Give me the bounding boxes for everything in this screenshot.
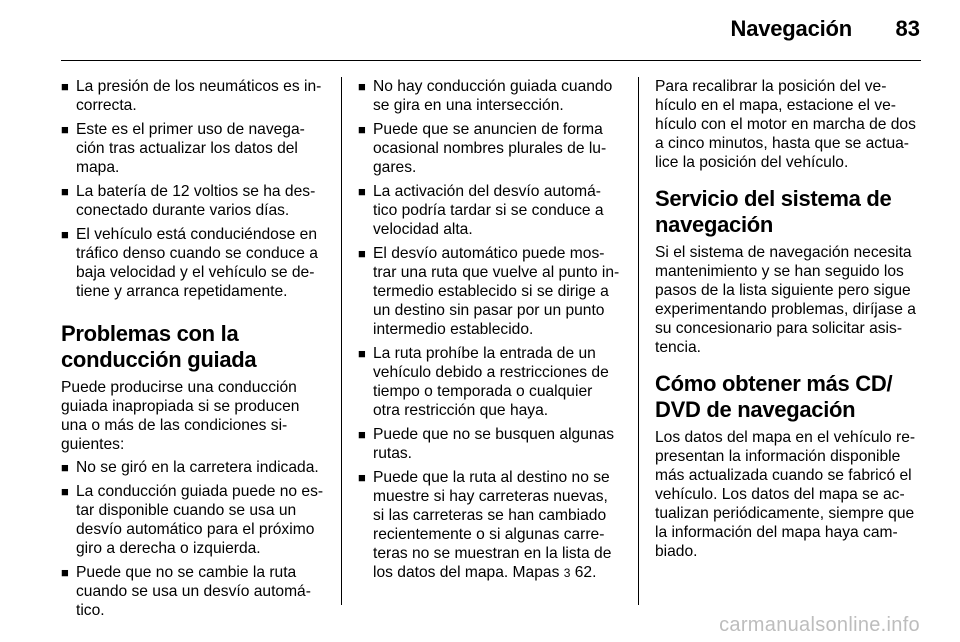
reference-page-link[interactable]: 62.	[574, 564, 597, 581]
page-title: Navegación	[730, 16, 852, 41]
guided-problem-list-continued	[358, 77, 623, 583]
condition-list	[61, 77, 326, 301]
list-item: ■ Puede que la ruta al destino no se muestre si hay carreteras nuevas, si las carreteras se han cambiado recientemente o si algunas carre-teras no se muestran en la lista de los datos del mapa. Mapas 3 62.	[358, 469, 612, 581]
bullet-icon: ■	[358, 122, 366, 137]
section-heading-guided-driving: Problemas con la conducción guiada	[61, 321, 257, 372]
bullet-icon: ■	[358, 427, 366, 442]
section-heading-service: Servicio del sistema de navegación	[655, 186, 892, 237]
page-number: 83	[895, 16, 920, 41]
list-item: ■ Puede que no se busquen algunas rutas.	[358, 426, 615, 462]
column-1	[61, 77, 326, 625]
column-divider-2	[638, 77, 639, 605]
header-rule	[61, 60, 921, 61]
page-header	[0, 0, 960, 62]
list-item: ■ Puede que se anuncien de forma ocasional nombres plurales de lu-gares.	[358, 121, 607, 176]
list-item: ■ La batería de 12 voltios se ha des-conectado durante varios días.	[61, 183, 316, 219]
list-item: ■ No se giró en la carretera indicada.	[61, 459, 319, 476]
column-2	[358, 77, 623, 588]
list-item: ■ Este es el primer uso de navega-ción tras actualizar los datos del mapa.	[61, 121, 305, 176]
bullet-icon: ■	[358, 346, 366, 361]
service-paragraph: Si el sistema de navegación necesita mantenimiento y se han seguido los pasos de la lista siguiente pero sigue experimentando problemas, diríjase a su concesionario para solicitar asis-tencia.	[655, 244, 916, 356]
list-item: ■ La conducción guiada puede no es-tar disponible cuando se usa un desvío automático para el próximo giro a derecha o izquierda.	[61, 483, 324, 557]
list-item: ■ El desvío automático puede mos-trar una ruta que vuelve al punto in-termedio establecido si se dirige a un destino sin pasar por un punto intermedio establecido.	[358, 245, 620, 338]
bullet-icon: ■	[61, 484, 69, 499]
bullet-icon: ■	[61, 227, 69, 242]
bullet-icon: ■	[358, 470, 366, 485]
list-item: ■ Puede que no se cambie la ruta cuando se usa un desvío automá-tico.	[61, 564, 311, 619]
bullet-icon: ■	[358, 184, 366, 199]
bullet-icon: ■	[358, 79, 366, 94]
list-item: ■ No hay conducción guiada cuando se gira en una intersección.	[358, 78, 613, 114]
map-data-paragraph: Los datos del mapa en el vehículo re-presentan la información disponible más actualizada cuando se fabricó el vehículo. Los datos del mapa se ac-tualizan periódicamente, siempre que la información del mapa haya cam-biado.	[655, 429, 916, 560]
recalibrate-paragraph: Para recalibrar la posición del ve-hículo en el mapa, estacione el ve-hículo con el motor en marcha de dos a cinco minutos, hasta que se actua-lice la posición del vehículo.	[655, 78, 916, 171]
bullet-icon: ■	[358, 246, 366, 261]
column-divider-1	[341, 77, 342, 605]
column-3	[655, 77, 921, 565]
list-item: ■ El vehículo está conduciéndose en tráfico denso cuando se conduce a baja velocidad y el vehículo se de-tiene y arranca repetidamente.	[61, 226, 318, 300]
reference-arrow-icon: 3	[563, 566, 571, 580]
bullet-icon: ■	[61, 184, 69, 199]
section-heading-more-discs: Cómo obtener más CD/ DVD de navegación	[655, 371, 893, 422]
list-item: ■ La activación del desvío automá-tico podría tardar si se conduce a velocidad alta.	[358, 183, 604, 238]
bullet-icon: ■	[61, 565, 69, 580]
watermark: carmanualsonline.info	[719, 614, 920, 636]
list-item: ■ La presión de los neumáticos es in-correcta.	[61, 78, 322, 114]
bullet-icon: ■	[61, 460, 69, 475]
bullet-icon: ■	[61, 122, 69, 137]
section-intro: Puede producirse una conducción guiada inapropiada si se producen una o más de las condiciones si-guientes:	[61, 379, 300, 453]
guided-problem-list	[61, 458, 326, 620]
bullet-icon: ■	[61, 79, 69, 94]
list-item: ■ La ruta prohíbe la entrada de un vehículo debido a restricciones de tiempo o temporada o cualquier otra restricción que haya.	[358, 345, 609, 419]
